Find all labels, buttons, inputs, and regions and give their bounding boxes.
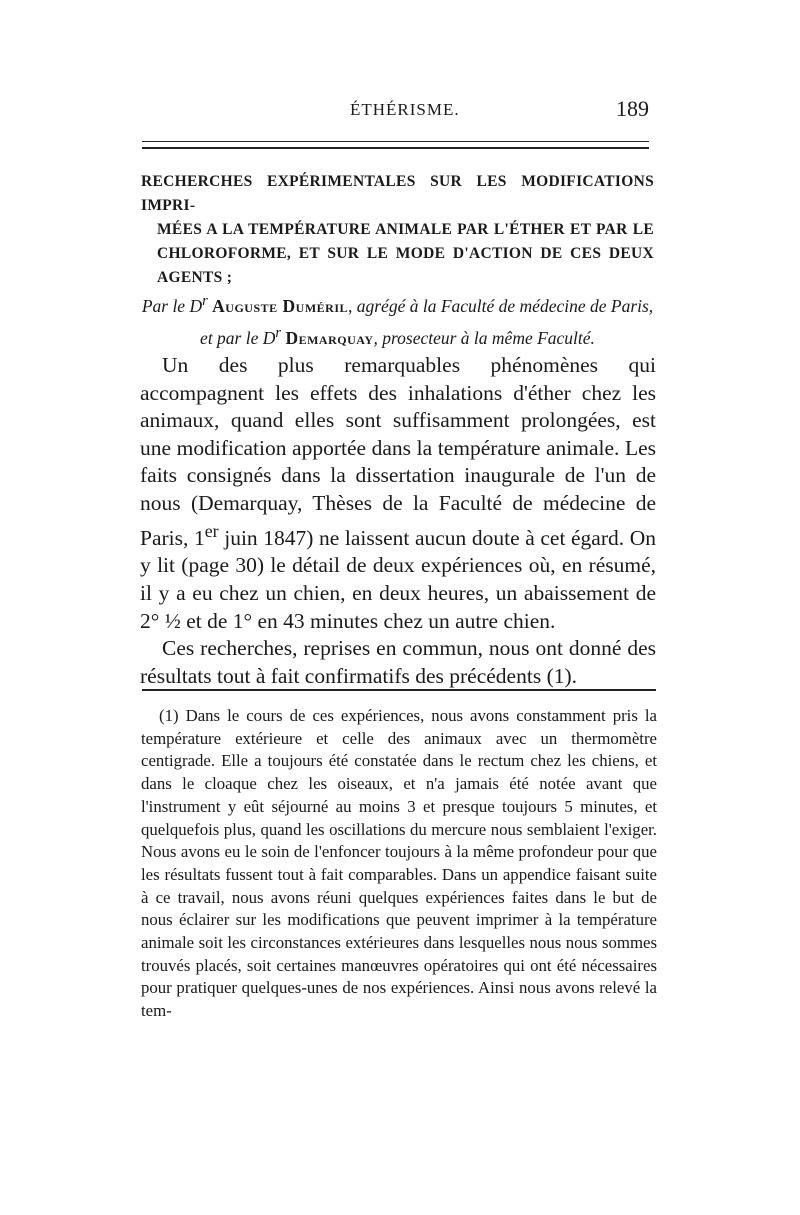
body-paragraph-1b: juin 1847) ne laissent aucun doute à cet égard. On y lit (page 30) le détail de deux expériences où, en résumé, il y a eu chez un chien, en deux heures, un abaissement de 2° ½ et de 1° en 43 minutes chez un autre chien. <box>140 525 656 633</box>
author-name-dumeril: Auguste Duméril <box>212 295 348 316</box>
footnote-text: (1) Dans le cours de ces expériences, nous avons constamment pris la température extérieure et celle des animaux avec un thermomètre centigrade. Elle a toujours été constatée dans le rectum chez les chiens, et dans le cloaque chez les oiseaux, et n'a jamais été notée avant que l'instrument y eût séjourné au moins 3 et presque toujours 5 minutes, et quelquefois plus, quand les oscillations du mercure nous semblaient l'exiger. Nous avons eu le soin de l'enfoncer toujours à la même profondeur pour que les résultats fussent tout à fait comparables. Dans un appendice faisant suite à ce travail, nous avons réuni quelques expériences faites dans le but de nous éclairer sur les modifications que peuvent imprimer à la température animale soit les circonstances extérieures dans lesquelles nous nous sommes trouvés placés, soit certaines manœuvres opératoires qui ont été nécessaires pour pratiquer quelques-unes de nos expériences. Ainsi nous avons relevé la tem- <box>141 706 657 1021</box>
byline-par-text: Par le D <box>141 295 203 316</box>
header-double-rule <box>142 141 649 149</box>
article-title-continuation: MÉES A LA TEMPÉRATURE ANIMALE PAR L'ÉTHER ET PAR LE CHLOROFORME, ET SUR LE MODE D'ACTION DE CES DEUX AGENTS ; <box>157 221 654 286</box>
page-number: 189 <box>616 96 649 121</box>
body-paragraph-1a: Un des plus remarquables phénomènes qui accompagnent les effets des inhalations d'éther chez les animaux, quand elles sont suffisamment prolongées, est une modification apportée dans la température animale. Les faits consignés dans la dissertation inaugurale de l'un de nous (Demarquay, Thèses de la Faculté de médecine de Paris, 1 <box>140 353 656 550</box>
body-paragraph <box>140 352 656 635</box>
author-role-demarquay: , prosecteur à la même Faculté. <box>373 327 595 348</box>
body-text <box>140 352 656 690</box>
page-header <box>140 96 655 126</box>
byline <box>140 288 655 352</box>
doctor-superscript: r <box>275 324 282 341</box>
doctor-superscript: r <box>202 293 208 309</box>
article-title-line1: RECHERCHES EXPÉRIMENTALES SUR LES MODIFICATIONS IMPRI- <box>141 173 654 214</box>
premier-superscript: er <box>204 520 219 541</box>
footnote-rule <box>142 689 656 691</box>
footnote <box>141 705 657 1023</box>
body-paragraph-2: Ces recherches, reprises en commun, nous ont donné des résultats tout à fait confirmatifs des précédents (1). <box>140 636 656 688</box>
author-role-dumeril: , agrégé à la Faculté de médecine de Paris, et par le D <box>200 295 654 348</box>
article-title <box>141 170 654 290</box>
author-name-demarquay: Demarquay <box>285 327 374 348</box>
running-title: ÉTHÉRISME. <box>350 100 460 119</box>
